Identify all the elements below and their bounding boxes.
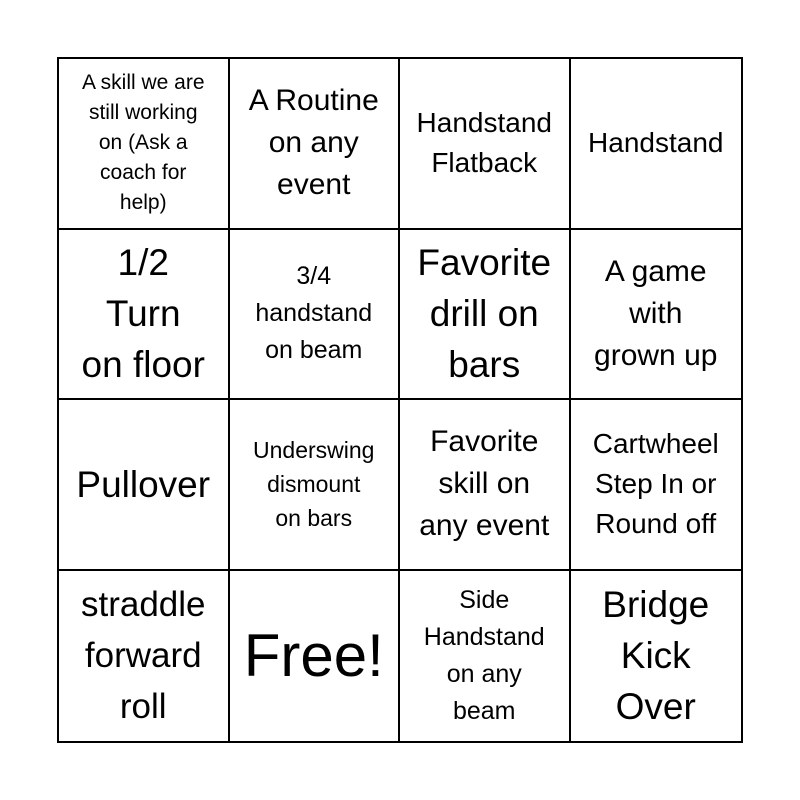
bingo-cell-11[interactable] [400, 400, 571, 571]
bingo-cell-text: Pullover [76, 463, 211, 505]
bingo-cell-text: Bridge Kick Over [602, 584, 710, 728]
bingo-cell-8[interactable] [571, 230, 742, 401]
bingo-cell-text: Favorite skill on any event [419, 425, 550, 543]
bingo-cell-text: Side Handstand on any beam [423, 585, 545, 725]
bingo-cell-text: Free! [243, 621, 384, 689]
bingo-cell-text: A game with grown up [594, 254, 718, 372]
bingo-cell-text: A Routine on any event [248, 84, 379, 202]
bingo-cell-13[interactable] [59, 571, 230, 742]
bingo-cell-text: Favorite drill on bars [417, 242, 552, 386]
bingo-cell-text: 3/4 handstand on beam [255, 262, 373, 365]
bingo-cell-15[interactable] [400, 571, 571, 742]
bingo-cell-16[interactable] [571, 571, 742, 742]
bingo-cell-5[interactable] [59, 230, 230, 401]
bingo-cell-3[interactable] [400, 59, 571, 230]
bingo-cell-9[interactable] [59, 400, 230, 571]
bingo-cell-4[interactable] [571, 59, 742, 230]
bingo-cell-free[interactable] [230, 571, 401, 742]
bingo-cell-6[interactable] [230, 230, 401, 401]
bingo-cell-7[interactable] [400, 230, 571, 401]
bingo-cell-text: Handstand [588, 127, 724, 159]
bingo-cell-text: Underswing dismount on bars [253, 437, 375, 532]
bingo-cell-text: A skill we are still working on (Ask a coach for help) [81, 71, 205, 215]
bingo-cell-1[interactable] [59, 59, 230, 230]
bingo-cell-10[interactable] [230, 400, 401, 571]
bingo-cell-2[interactable] [230, 59, 401, 230]
bingo-cell-text: straddle forward roll [80, 585, 206, 727]
bingo-card [57, 57, 743, 743]
bingo-cell-text: 1/2 Turn on floor [81, 242, 205, 386]
bingo-cell-text: Handstand Flatback [416, 107, 552, 179]
bingo-cell-12[interactable] [571, 400, 742, 571]
bingo-cell-text: Cartwheel Step In or Round off [592, 428, 719, 540]
